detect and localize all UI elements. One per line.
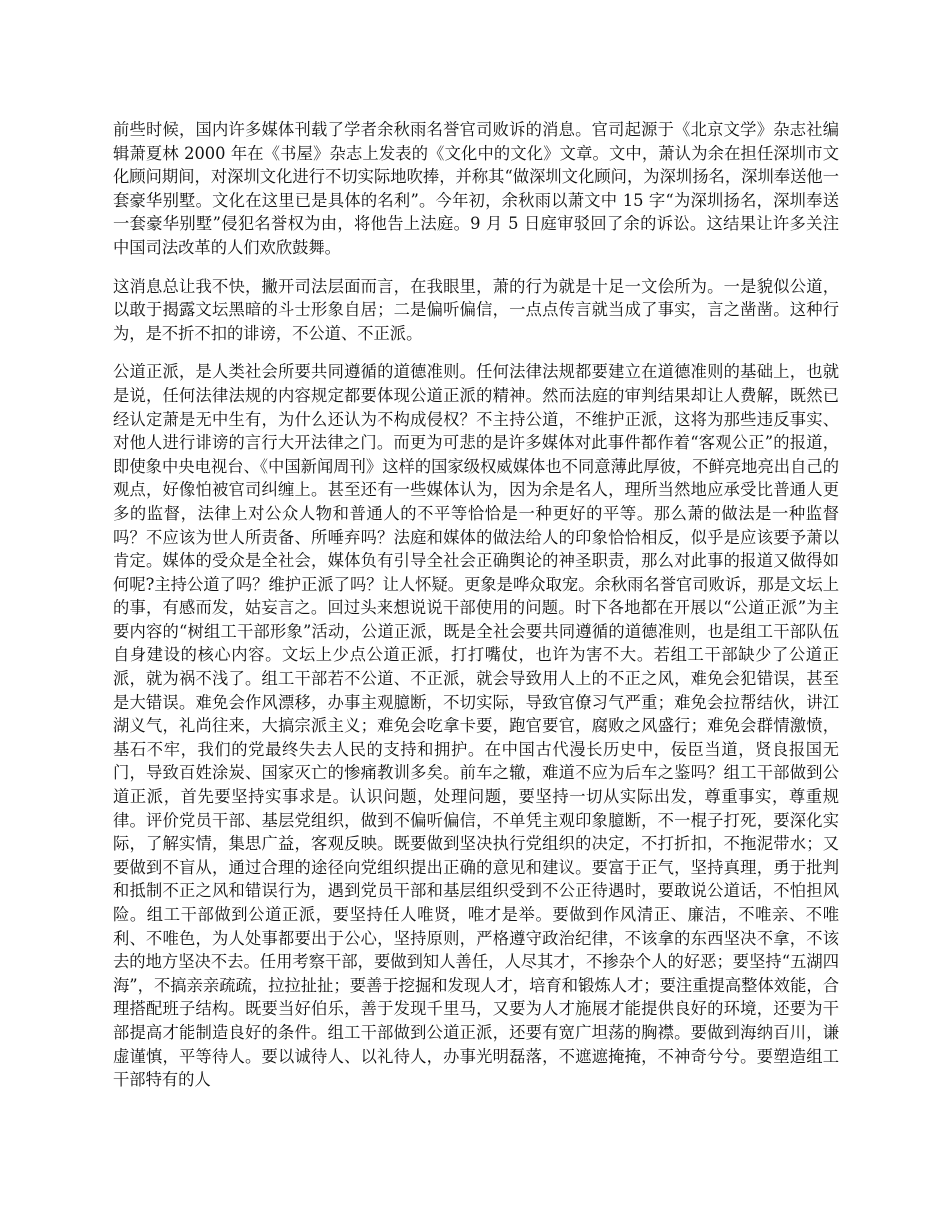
document-body	[113, 118, 839, 1107]
paragraph-1: 前些时候，国内许多媒体刊载了学者余秋雨名誉官司败诉的消息。官司起源于《北京文学》杂志社编辑萧夏林 2000 年在《书屋》杂志上发表的《文化中的文化》文章。文中，萧认为余在担任深圳市文化顾问期间，对深圳文化进行不切实际地吹捧，并称其“做深圳文化顾问，为深圳扬名，深圳奉送他一套豪华别墅。文化在这里已是具体的名利”。今年初，余秋雨以萧文中 15 字“为深圳扬名，深圳奉送一套豪华别墅”侵犯名誉权为由，将他告上法庭。9 月 5 日庭审驳回了余的诉讼。这结果让许多关注中国司法改革的人们欢欣鼓舞。	[113, 120, 839, 257]
paragraph-2: 这消息总让我不快，撇开司法层面而言，在我眼里，萧的行为就是十足一文侩所为。一是貌似公道，以敢于揭露文坛黑暗的斗士形象自居；二是偏听偏信，一点点传言就当成了事实，言之凿凿。这种行为，是不折不扣的诽谤，不公道、不正派。	[113, 276, 839, 343]
paragraph-3: 公道正派，是人类社会所要共同遵循的道德准则。任何法律法规都要建立在道德准则的基础上，也就是说，任何法律法规的内容规定都要体现公道正派的精神。然而法庭的审判结果却让人费解，既然已经认定萧是无中生有，为什么还认为不构成侵权？不主持公道，不维护正派，这将为那些违反事实、对他人进行诽谤的言行大开法律之门。而更为可悲的是许多媒体对此事件都作着“客观公正”的报道，即使象中央电视台、《中国新闻周刊》这样的国家级权威媒体也不同意薄此厚彼，不鲜亮地亮出自己的观点，好像怕被官司纠缠上。甚至还有一些媒体认为，因为余是名人，理所当然地应承受比普通人更多的监督，法律上对公众人物和普通人的不平等恰恰是一种更好的平等。那么萧的做法是一种监督吗？不应该为世人所责备、所唾弃吗？法庭和媒体的做法给人的印象恰恰相反，似乎是应该要予萧以肯定。媒体的受众是全社会，媒体负有引导全社会正确舆论的神圣职责，那么对此事的报道又做得如何呢?主持公道了吗？维护正派了吗？让人怀疑。更象是哗众取宠。余秋雨名誉官司败诉，那是文坛上的事，有感而发，姑妄言之。回过头来想说说干部使用的问题。时下各地都在开展以“公道正派”为主要内容的“树组工干部形象”活动，公道正派，既是全社会要共同遵循的道德准则，也是组工干部队伍自身建设的核心内容。文坛上少点公道正派，打打嘴仗，也许为害不大。若组工干部缺少了公道正派，就为祸不浅了。组工干部若不公道、不正派，就会导致用人上的不正之风，难免会犯错误，甚至是大错误。难免会作风漂移，办事主观臆断，不切实际，导致官僚习气严重；难免会拉帮结伙，讲江湖义气，礼尚往来，大搞宗派主义；难免会吃拿卡要，跑官要官，腐败之风盛行；难免会群情激愤，基石不牢，我们的党最终失去人民的支持和拥护。在中国古代漫长历史中，佞臣当道，贤良报国无门，导致百姓涂炭、国家灭亡的惨痛教训多矣。前车之辙，难道不应为后车之鉴吗？组工干部做到公道正派，首先要坚持实事求是。认识问题，处理问题，要坚持一切从实际出发，尊重事实，尊重规律。评价党员干部、基层党组织，做到不偏听偏信，不单凭主观印象臆断，不一棍子打死，要深化实际，了解实情，集思广益，客观反映。既要做到坚决执行党组织的决定，不打折扣，不拖泥带水；又要做到不盲从，通过合理的途径向党组织提出正确的意见和建议。要富于正气，坚持真理，勇于批判和抵制不正之风和错误行为，遇到党员干部和基层组织受到不公正待遇时，要敢说公道话，不怕担风险。组工干部做到公道正派，要坚持任人唯贤，唯才是举。要做到作风清正、廉洁，不唯亲、不唯利、不唯色，为人处事都要出于公心，坚持原则，严格遵守政治纪律，不该拿的东西坚决不拿，不该去的地方坚决不去。任用考察干部，要做到知人善任，人尽其才，不掺杂个人的好恶；要坚持“五湖四海”，不搞亲亲疏疏，拉拉扯扯；要善于挖掘和发现人才，培育和锻炼人才；要注重提高整体效能，合理搭配班子结构。既要当好伯乐，善于发现千里马，又要为人才施展才能提供良好的环境，还要为干部提高才能制造良好的条件。组工干部做到公道正派，还要有宽广坦荡的胸襟。要做到海纳百川，谦虚谨慎，平等待人。要以诚待人、以礼待人，办事光明磊落，不遮遮掩掩，不神奇兮兮。要塑造组工干部特有的人	[113, 362, 839, 1090]
